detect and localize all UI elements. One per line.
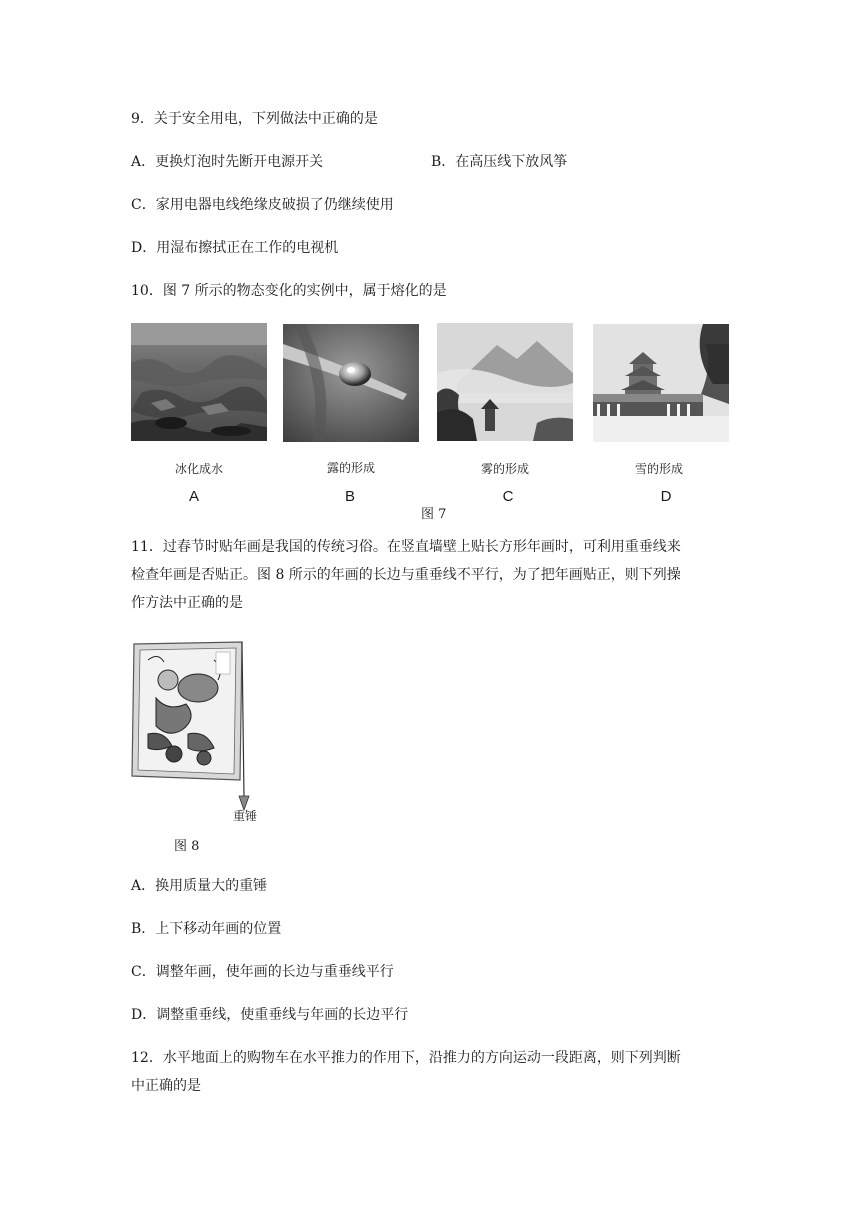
q11-stem-line-2: 检查年画是否贴正。图 8 所示的年画的长边与重垂线不平行，为了把年画贴正，则下列操	[131, 567, 681, 583]
new-year-picture-figure	[128, 638, 268, 820]
q10-letter-c: C	[502, 488, 514, 505]
q9-stem: 9．关于安全用电，下列做法中正确的是	[131, 111, 378, 127]
q10-caption-b: 露的形成	[326, 461, 375, 475]
q9-option-b: B．在高压线下放风筝	[431, 154, 568, 170]
q12-stem-line-2: 中正确的是	[131, 1078, 201, 1094]
q11-option-c: C．调整年画，使年画的长边与重垂线平行	[131, 964, 394, 980]
figure-8-label: 图 8	[174, 839, 200, 854]
snow-temple-photo	[593, 324, 729, 442]
fog-mountain-photo	[437, 323, 573, 441]
q10-letter-b: B	[344, 488, 355, 505]
q10-letter-d: D	[660, 488, 672, 505]
q10-stem: 10．图 7 所示的物态变化的实例中，属于熔化的是	[131, 283, 447, 299]
q10-caption-d: 雪的形成	[634, 462, 683, 476]
q10-letter-a: A	[188, 488, 199, 505]
plumb-weight-label: 重锤	[233, 809, 258, 823]
q11-stem-line-1: 11．过春节时贴年画是我国的传统习俗。在竖直墙壁上贴长方形年画时，可利用重垂线来	[131, 539, 681, 555]
q11-option-a: A．换用质量大的重锤	[131, 878, 268, 894]
q11-option-b: B．上下移动年画的位置	[131, 921, 282, 937]
ice-melting-photo	[131, 323, 267, 441]
q11-option-d: D．调整重垂线，使重垂线与年画的长边平行	[131, 1007, 409, 1023]
dew-drop-photo	[283, 324, 419, 442]
q9-option-c: C．家用电器电线绝缘皮破损了仍继续使用	[131, 197, 394, 213]
q11-stem-line-3: 作方法中正确的是	[131, 595, 243, 611]
q9-option-a: A．更换灯泡时先断开电源开关	[131, 154, 324, 170]
q10-caption-a: 冰化成水	[174, 462, 223, 476]
figure-7-label: 图 7	[421, 507, 447, 522]
q12-stem-line-1: 12．水平地面上的购物车在水平推力的作用下，沿推力的方向运动一段距离，则下列判断	[131, 1050, 681, 1066]
q10-caption-c: 雾的形成	[480, 462, 529, 476]
q9-option-d: D．用湿布擦拭正在工作的电视机	[131, 240, 339, 256]
